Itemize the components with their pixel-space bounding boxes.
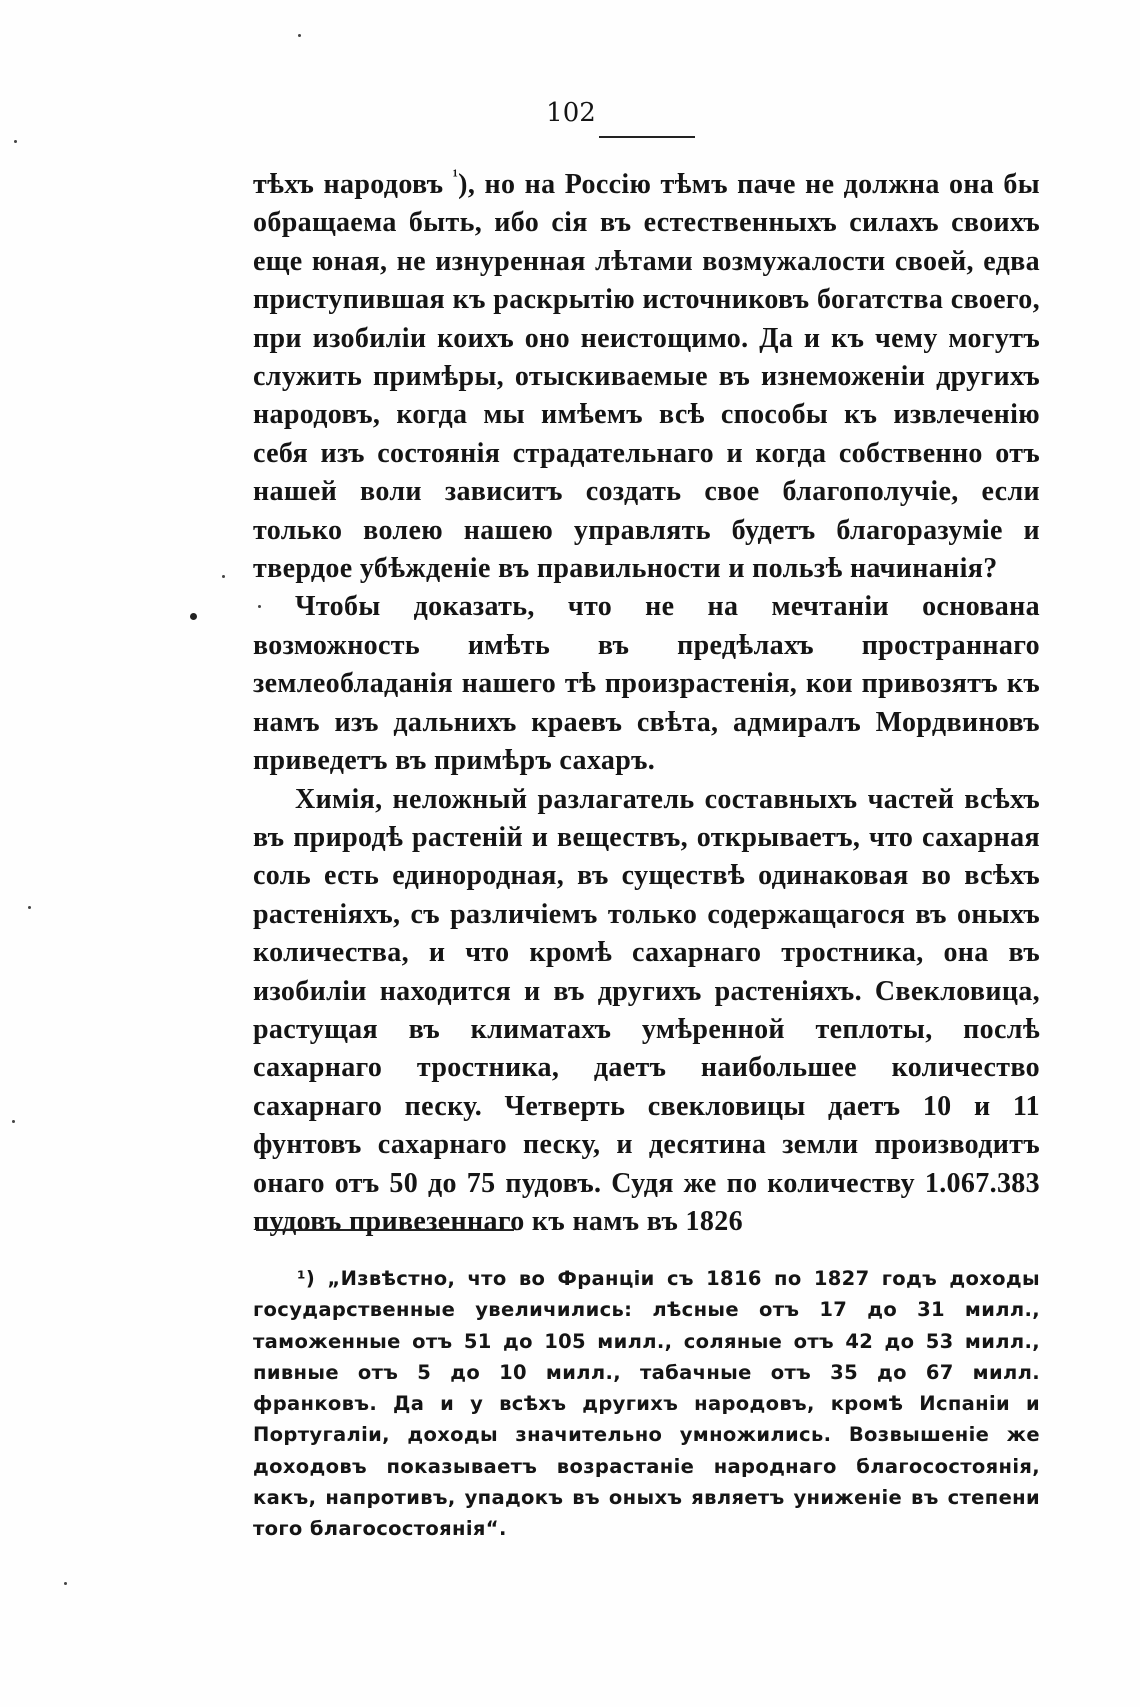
paragraph-2: Чтобы доказать, что не на мечтаніи основана возможность имѣть въ предѣлахъ пространнаго землеобладанія нашего тѣ произрастенія, кои привозятъ къ намъ изъ дальнихъ краевъ свѣта, адмиралъ Мордвиновъ приведетъ въ примѣръ сахаръ. <box>253 591 1040 777</box>
paragraph-1 <box>253 166 1040 588</box>
scan-speck <box>12 1120 15 1123</box>
paragraph-3: Химія, неложный разлагатель составныхъ частей всѣхъ въ природѣ растеній и веществъ, открываетъ, что сахарная соль есть единородная, въ существѣ одинаковая во всѣхъ растеніяхъ, съ различіемъ только содержащагося въ оныхъ количества, и что кромѣ сахарнаго тростника, она въ изобиліи находится и въ другихъ растеніяхъ. Свекловица, растущая въ климатахъ умѣренной теплоты, послѣ сахарнаго тростника, даетъ наибольшее количество сахарнаго песку. Четверть свекловицы даетъ 10 и 11 фунтовъ сахарнаго песку, и десятина земли производитъ онаго отъ 50 до 75 пудовъ. Судя же по количеству 1.067.383 пудовъ привезеннаго къ намъ въ 1826 <box>253 783 1040 1237</box>
main-text <box>253 166 1040 1241</box>
footnote <box>253 1263 1040 1545</box>
scan-speck <box>298 34 301 37</box>
page-number-rule <box>599 136 695 138</box>
scan-speck <box>222 575 225 578</box>
scan-speck <box>14 140 17 143</box>
footnote-reference[interactable]: ¹ <box>452 166 459 185</box>
scan-speck <box>28 906 31 909</box>
scan-speck <box>64 1582 67 1585</box>
footnote-marker: ¹) <box>297 1267 316 1290</box>
scan-speck <box>258 605 261 608</box>
page-number: 102 <box>546 98 596 128</box>
paragraph-1-rest: ), но на Россію тѣмъ паче не должна она бы обращаема быть, ибо сія въ естественныхъ силахъ своихъ еще юная, не изнуренная лѣтами возмужалости своей, едва приступившая къ раскрытію источниковъ богатства своего, при изобиліи коихъ оно неистощимо. Да и къ чему могутъ служить примѣры, отыскиваемые въ изнеможеніи другихъ народовъ, когда мы имѣемъ всѣ способы къ извлеченію себя изъ состоянія страдательнаго и когда собственно отъ нашей воли зависитъ создать свое благополучіе, если только волею нашею управлять будетъ благоразуміе и твердое убѣжденіе въ правильности и пользѣ начинанія? <box>253 169 1040 585</box>
footnote-text: „Извѣстно, что во Франціи съ 1816 по 1827 годъ доходы государственные увеличились: лѣсные отъ 17 до 31 милл., таможенные отъ 51 до 105 милл., соляные отъ 42 до 53 милл., пивные отъ 5 до 10 милл., табачные отъ 35 до 67 милл. франковъ. Да и у всѣхъ другихъ народовъ, кромѣ Испаніи и Португаліи, доходы значительно умножились. Возвышеніе же доходовъ показываетъ возрастаніе народнаго благосостоянія, какъ, напротивъ, упадокъ въ оныхъ являетъ униженіе въ степени того благосостоянія“. <box>253 1267 1040 1541</box>
paragraph-1-lead: тѣхъ народовъ <box>253 169 453 200</box>
scan-speck <box>190 613 197 620</box>
footnote-rule <box>256 1229 514 1231</box>
